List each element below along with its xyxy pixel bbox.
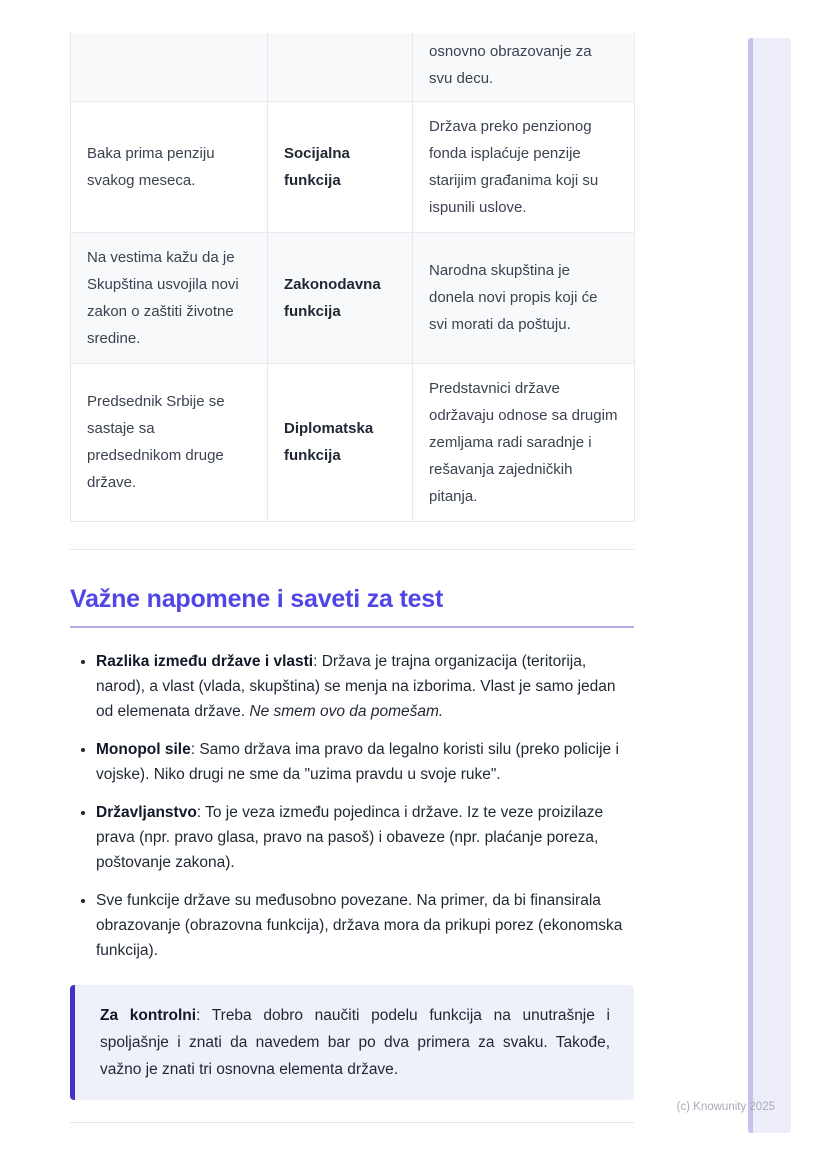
cell-example: Baka prima penziju svakog meseca.	[71, 101, 268, 232]
list-item	[96, 800, 634, 875]
table-row	[71, 33, 635, 101]
title-underline	[70, 626, 634, 628]
cell-example	[71, 33, 268, 101]
list-item-text: Sve funkcije države su međusobno povezane. Na primer, da bi finansirala obrazovanje (obrazovna funkcija), država mora da prikupi porez (ekonomska funkcija).	[96, 891, 623, 959]
callout-lead: Za kontrolni	[100, 1006, 197, 1024]
cell-description: osnovno obrazovanje za svu decu.	[413, 33, 635, 101]
cell-example: Na vestima kažu da je Skupština usvojila novi zakon o zaštiti životne sredine.	[71, 232, 268, 363]
page-content	[70, 0, 634, 1123]
callout-body: : Treba dobro naučiti podelu funkcija na unutrašnje i spoljašnje i znati da navedem bar po dva primera za svaku. Takođe, važno je znati tri osnovna elementa države.	[100, 1006, 610, 1078]
list-item	[96, 737, 634, 787]
state-functions-table	[70, 33, 635, 522]
table-row	[71, 101, 635, 232]
list-item-lead: Razlika između države i vlasti	[96, 652, 314, 670]
copyright-text: (c) Knowunity 2025	[676, 1101, 775, 1113]
callout-box	[70, 985, 634, 1100]
notes-list	[70, 649, 634, 963]
list-item-italic: Ne smem ovo da pomešam.	[249, 702, 444, 720]
cell-function: Zakonodavna funkcija	[268, 232, 413, 363]
cell-description: Narodna skupština je donela novi propis koji će svi morati da poštuju.	[413, 232, 635, 363]
list-item	[96, 649, 634, 724]
list-item-text: : Samo država ima pravo da legalno koristi silu (preko policije i vojske). Niko drugi ne sme da "uzima pravdu u svoje ruke".	[96, 740, 619, 783]
callout-text	[100, 1002, 610, 1083]
cell-description: Država preko penzionog fonda isplaćuje penzije starijim građanima koji su ispunili uslove.	[413, 101, 635, 232]
cell-function: Socijalna funkcija	[268, 101, 413, 232]
list-item-text: : Država je trajna organizacija (teritorija, narod), a vlast (vlada, skupština) se menja na izborima. Vlast je samo jedan od elemenata države.	[96, 652, 616, 720]
page-edge-strip	[748, 38, 791, 1133]
list-item-lead: Monopol sile	[96, 740, 191, 758]
cell-function	[268, 33, 413, 101]
cell-description: Predstavnici države održavaju odnose sa drugim zemljama radi saradnje i rešavanja zajedničkih pitanja.	[413, 363, 635, 521]
cell-function: Diplomatska funkcija	[268, 363, 413, 521]
list-item-text: : To je veza između pojedinca i države. Iz te veze proizilaze prava (npr. pravo glasa, pravo na pasoš) i obaveze (npr. plaćanje poreza, poštovanje zakona).	[96, 803, 604, 871]
section-divider	[70, 549, 634, 550]
section-title: Važne napomene i saveti za test	[70, 584, 444, 613]
table-row	[71, 363, 635, 521]
list-item-lead: Državljanstvo	[96, 803, 197, 821]
cell-example: Predsednik Srbije se sastaje sa predsednikom druge države.	[71, 363, 268, 521]
bottom-divider	[70, 1122, 634, 1123]
table-row	[71, 232, 635, 363]
list-item	[96, 888, 634, 963]
